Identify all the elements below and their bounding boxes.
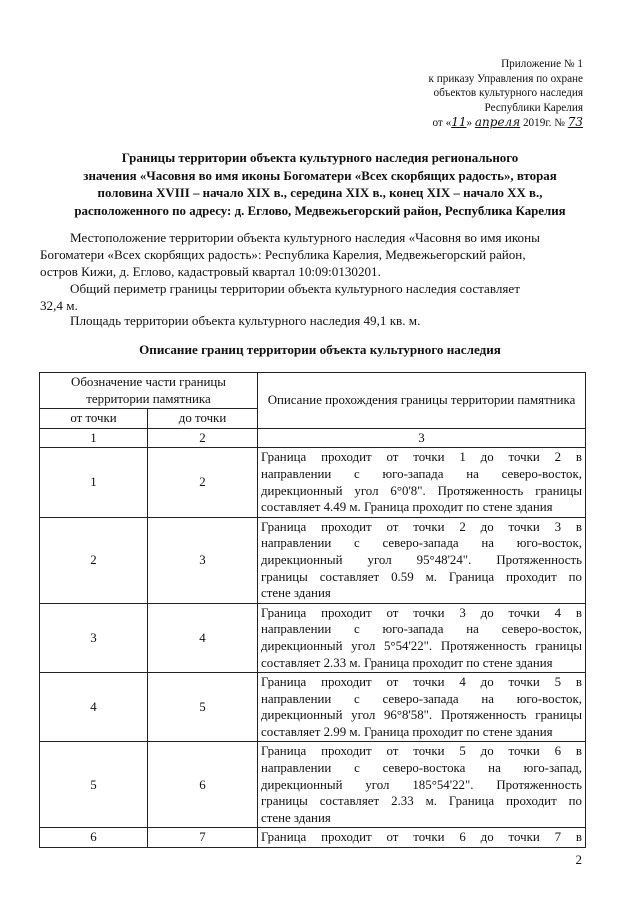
location-line-3: остров Кижи, д. Еглово, кадастровый квартал 10:09:0130201. [40, 264, 381, 279]
to-point-cell: 4 [148, 603, 258, 672]
boundary-table [39, 372, 586, 848]
appendix-date [283, 115, 583, 131]
perimeter-paragraph [40, 280, 586, 314]
description-line: Граница проходит от точки 5 до точки 6 в [261, 744, 582, 759]
location-line-2: Богоматери «Всех скорбящих радость»: Республика Карелия, Медвежьегорский район, [40, 247, 526, 262]
date-month: апреля [474, 115, 521, 130]
description-line: направлении с юго-запада на северо-восток, [261, 622, 582, 637]
appendix-republic: Республики Карелия [484, 101, 583, 114]
location-paragraph [40, 229, 586, 280]
description-line: границы составляет 2.33 м. Граница проходит по [261, 794, 582, 809]
from-point-cell: 3 [40, 603, 148, 672]
section-title: Описание границ территории объекта культурного наследия [139, 342, 501, 357]
table-row [40, 517, 586, 603]
area-line: Площадь территории объекта культурного наследия 49,1 кв. м. [70, 313, 421, 328]
table-row [40, 742, 586, 828]
appendix-title: Приложение № 1 [501, 58, 583, 70]
to-point-cell: 7 [148, 828, 258, 848]
description-cell [258, 673, 586, 742]
table-row [40, 673, 586, 742]
date-year: 2019г. № [520, 117, 568, 130]
date-prefix: от « [432, 117, 452, 130]
appendix-header [283, 57, 583, 131]
from-point-cell: 1 [40, 448, 148, 517]
header-to-point: до точки [148, 409, 258, 429]
from-point-cell: 2 [40, 517, 148, 603]
description-line: стене здания [261, 586, 331, 601]
description-line: дирекционный угол 6°0'8". Протяженность границы [261, 483, 582, 498]
table-row [40, 828, 586, 848]
description-cell [258, 828, 586, 848]
table-row [40, 448, 586, 517]
description-line: стене здания [261, 810, 331, 825]
description-line: составляет 2.33 м. Граница проходит по стене здания [261, 655, 553, 670]
from-point-cell: 4 [40, 673, 148, 742]
description-line: дирекционный угол 185°54'22". Протяженность [261, 777, 582, 792]
date-day: 11 [451, 115, 467, 130]
description-line: Граница проходит от точки 6 до точки 7 в [261, 830, 582, 845]
description-line: составляет 2.99 м. Граница проходит по стене здания [261, 724, 553, 739]
table-column-number-row [40, 428, 586, 448]
appendix-agency: объектов культурного наследия [433, 87, 583, 100]
to-point-cell: 5 [148, 673, 258, 742]
description-line: дирекционный угол 5°54'22". Протяженность границы [261, 638, 582, 653]
title-line-1: Границы территории объекта культурного наследия регионального [121, 151, 519, 165]
description-line: границы составляет 0.59 м. Граница проходит по [261, 569, 582, 584]
header-description: Описание прохождения границы территории памятника [258, 373, 586, 429]
page-number: 2 [575, 852, 582, 867]
description-line: Граница проходит от точки 2 до точки 3 в [261, 519, 582, 534]
description-cell [258, 742, 586, 828]
perimeter-line-1: Общий периметр границы территории объекта культурного наследия составляет [70, 281, 520, 296]
description-line: Граница проходит от точки 4 до точки 5 в [261, 675, 582, 690]
date-mid: » [466, 117, 475, 130]
column-number-1: 1 [40, 428, 148, 448]
appendix-order-ref: к приказу Управления по охране [428, 72, 583, 85]
location-line-1: Местоположение территории объекта культурного наследия «Часовня во имя иконы [70, 230, 540, 245]
column-number-2: 2 [148, 428, 258, 448]
table-header-row [40, 373, 586, 409]
description-line: направлении с северо-запада на юго-восток, [261, 536, 582, 551]
from-point-cell: 5 [40, 742, 148, 828]
description-cell [258, 603, 586, 672]
from-point-cell: 6 [40, 828, 148, 848]
description-line: Граница проходит от точки 3 до точки 4 в [261, 605, 582, 620]
description-line: направлении с юго-запада на северо-восток, [261, 466, 582, 481]
column-number-3: 3 [258, 428, 586, 448]
description-line: дирекционный угол 95°48'24". Протяженность [261, 552, 582, 567]
table-row [40, 603, 586, 672]
header-from-point: от точки [40, 409, 148, 429]
to-point-cell: 3 [148, 517, 258, 603]
to-point-cell: 2 [148, 448, 258, 517]
title-line-2: значения «Часовня во имя иконы Богоматери «Всех скорбящих радость», вторая [83, 168, 557, 183]
title-line-4: расположенного по адресу: д. Еглово, Медвежьегорский район, Республика Карелия [74, 203, 566, 218]
title-line-3: половина XVIII – начало XIX в., середина XIX в., конец XIX – начало XX в., [97, 186, 543, 200]
description-line: направлении с северо-запада на юго-восток, [261, 691, 582, 706]
description-line: составляет 4.49 м. Граница проходит по стене здания [261, 500, 553, 515]
document-title [50, 150, 590, 220]
description-line: Граница проходит от точки 1 до точки 2 в [261, 450, 582, 465]
order-number: 73 [567, 115, 583, 130]
table-body [40, 448, 586, 848]
description-cell [258, 517, 586, 603]
description-line: направлении с северо-востока на юго-запад, [261, 761, 582, 776]
to-point-cell: 6 [148, 742, 258, 828]
area-paragraph [40, 312, 586, 329]
perimeter-line-2: 32,4 м. [40, 298, 78, 313]
description-line: дирекционный угол 96°8'58". Протяженность границы [261, 708, 582, 723]
header-boundary-part: Обозначение части границы территории памятника [40, 373, 258, 409]
description-cell [258, 448, 586, 517]
